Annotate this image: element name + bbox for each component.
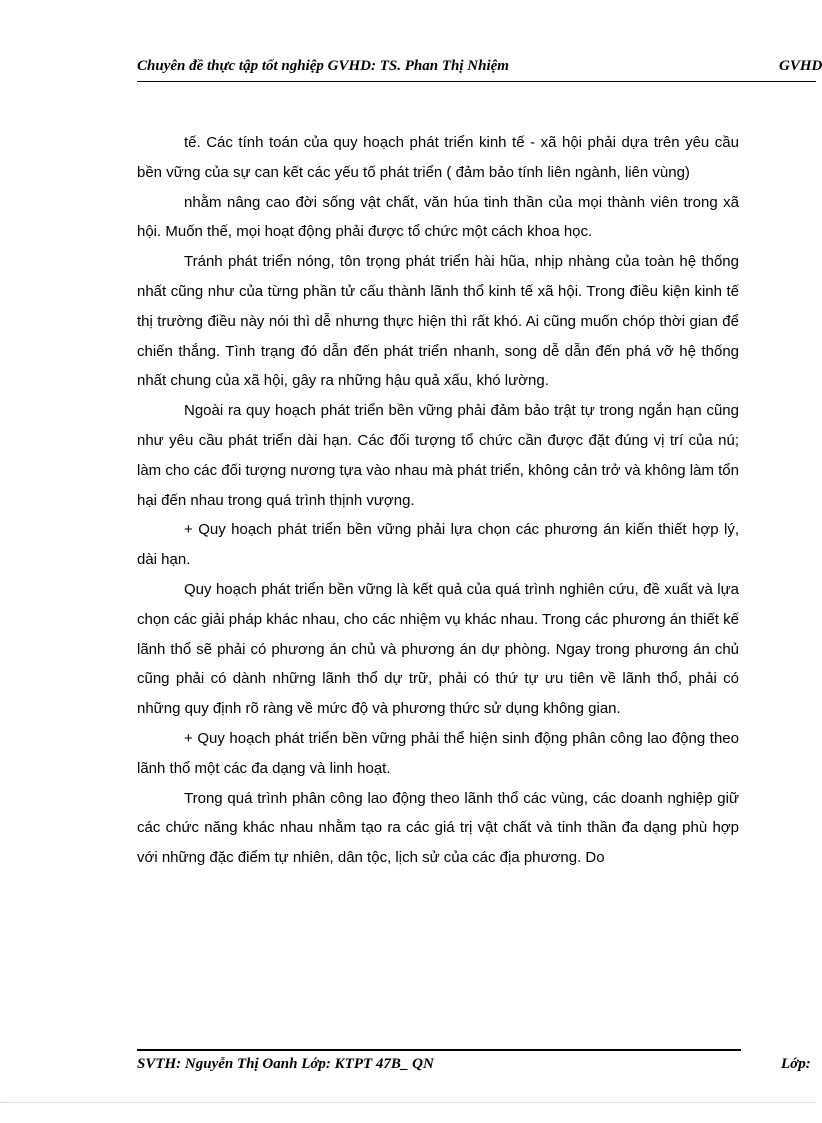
header-right-label: GVHD (779, 58, 822, 74)
page-bottom-border (0, 1102, 816, 1103)
footer-right-label: Lớp: (781, 1056, 811, 1072)
paragraph: tế. Các tính toán của quy hoạch phát triển kinh tế - xã hội phải dựa trên yêu cầu bền vững của sự can kết các yếu tố phát triển ( đảm bảo tính liên ngành, liên vùng) (137, 134, 739, 181)
page-footer (137, 1056, 816, 1080)
header-title: Chuyên đề thực tập tốt nghiệp GVHD: TS. Phan Thị Nhiệm (137, 58, 509, 74)
paragraph: + Quy hoạch phát triển bền vững phải lựa chọn các phương án kiến thiết hợp lý, dài hạn. (137, 521, 739, 569)
header-divider (137, 81, 816, 82)
footer-divider (137, 1049, 741, 1051)
paragraph: Trong quá trình phân công lao động theo lãnh thổ các vùng, các doanh nghiệp giữ các chức năng khác nhau nhằm tạo ra các giá trị vật chất và tinh thần đa dạng phù hợp với những đặc điểm tự nhiên, dân tộc, lịch sử của các địa phương. Do (137, 789, 739, 867)
paragraph: Quy hoạch phát triển bền vững là kết quả của quá trình nghiên cứu, đề xuất và lựa chọn các giải pháp khác nhau, cho các nhiệm vụ khác nhau. Trong các phương án thiết kế lãnh thổ sẽ phải có phương án chủ và phương án dự phòng. Ngay trong phương án chủ cũng phải có dành những lãnh thổ dự trữ, phải có thứ tự ưu tiên về lãnh thổ, phải có những quy định rõ ràng về mức độ và phương thức sử dụng không gian. (137, 580, 739, 718)
paragraph: + Quy hoạch phát triển bền vững phải thể hiện sinh động phân công lao động theo lãnh thổ một các đa dạng và linh hoạt. (137, 729, 739, 777)
page-header (137, 58, 822, 82)
paragraph: nhằm nâng cao đời sống vật chất, văn húa tinh thần của mọi thành viên trong xã hội. Muốn thế, mọi hoạt động phải được tổ chức một cách khoa học. (137, 193, 739, 241)
document-body (137, 128, 739, 873)
paragraph: Tránh phát triển nóng, tôn trọng phát triển hài hũa, nhịp nhàng của toàn hệ thống nhất cũng như của từng phần tử cấu thành lãnh thổ kinh tế xã hội. Trong điều kiện kinh tế thị trường điều này nói thì dễ nhưng thực hiện thì rất khó. Ai cũng muốn chóp thời gian để chiến thắng. Tình trạng đó dẫn đến phát triển nhanh, song dễ dẫn đến phá vỡ hệ thống nhất chung của xã hội, gây ra những hậu quả xấu, khó lường. (137, 253, 739, 390)
footer-author: SVTH: Nguyễn Thị Oanh Lớp: KTPT 47B_ QN (137, 1056, 434, 1072)
paragraph: Ngoài ra quy hoạch phát triển bền vững phải đảm bảo trật tự trong ngắn hạn cũng như yêu cầu phát triển dài hạn. Các đối tượng tổ chức cần được đặt đúng vị trí của nú; làm cho các đối tượng nương tựa vào nhau mà phát triển, không cản trở và không làm tổn hại đến nhau trong quá trình thịnh vượng. (137, 402, 739, 509)
